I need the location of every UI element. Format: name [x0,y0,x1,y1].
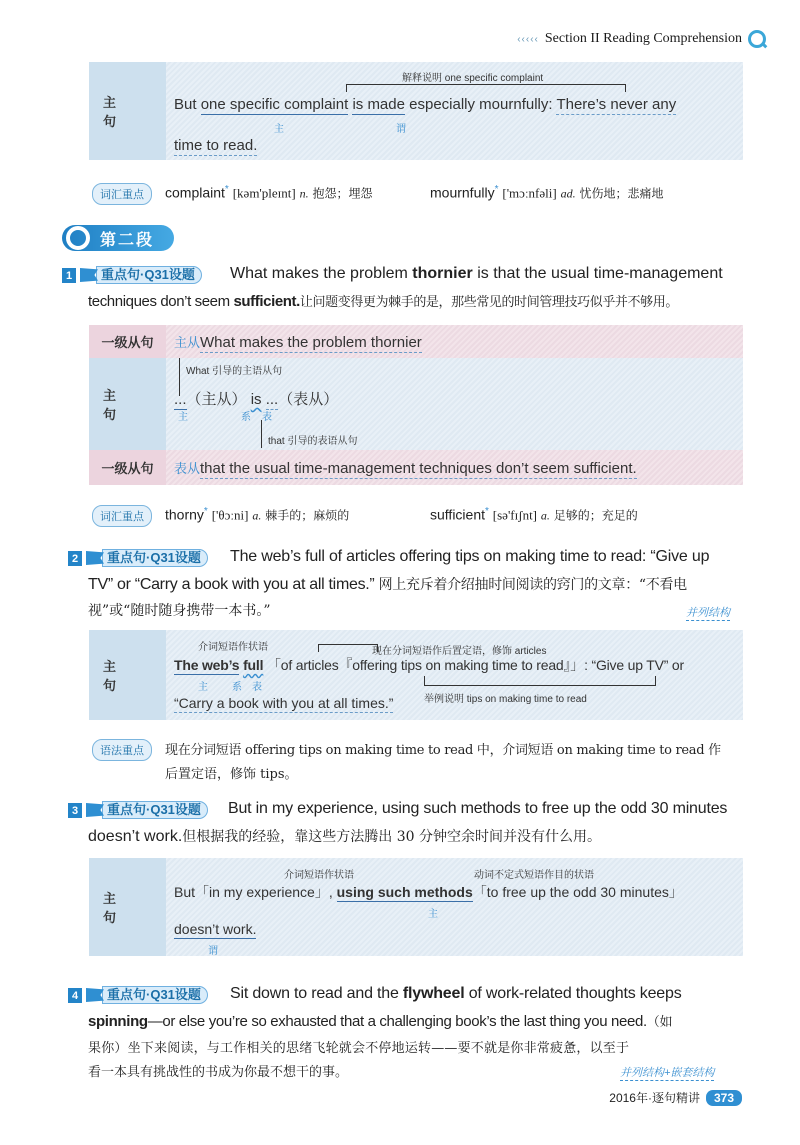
p2-line2: TV” or “Carry a book with you at all times.” 网上充斥着介绍抽时间阅读的窍门的文章：“不看电 [88,576,687,593]
p3-line2: doesn’t work.但根据我的经验，靠这些方法腾出 30 分钟空余时间并没有什么用。 [88,828,601,845]
bracket-line [424,676,656,686]
magnifier-icon [748,30,766,48]
mark-subject: 主 [274,124,284,135]
main-clause-box [89,358,743,450]
mark-subject: 主 [198,682,208,693]
page-footer [609,1089,742,1106]
mark-link: 系 [241,412,251,423]
p4-line2: spinning—or else you’re so exhausted that a challenging book’s the last thing you need.（如 [88,1013,673,1030]
sentence-line2: doesn’t work. [174,921,257,937]
vocab-tag: 词汇重点 [92,183,152,205]
page-header [517,30,766,48]
sentence-line2: time to read. [174,137,258,154]
vocab-entry-thorny: thorny* ['θɔːni] a. 棘手的；麻烦的 [165,506,350,523]
main-structure: ...（主从） is ...（表从） [174,391,339,408]
note-explain: 解释说明 one specific complaint [402,73,544,84]
vocab-tag: 词汇重点 [92,505,152,527]
p4-line3: 果你）坐下来阅读，与工作相关的思绪飞轮就会不停地运转——要不就是你非常疲惫，以至于 [88,1041,630,1056]
p4-line4: 看一本具有挑战性的书成为你最不想干的事。 [88,1065,349,1080]
note-example: 举例说明 tips on making time to read [424,694,587,705]
box-label: 主 句 [89,62,166,160]
sentence-line1: But one specific complaint is made especially mournfully: There’s never any [174,96,677,113]
grammar-line2: 后置定语，修饰 tips。 [165,767,298,782]
footer-text: 2016年·逐句精讲 [609,1091,700,1105]
box-label: 主 句 [89,858,166,956]
note-prep-phrase: 介词短语作状语 [284,870,354,881]
box-label: 一级从句 [89,450,166,485]
clause-box-subject [89,325,743,358]
header-title: Section II Reading Comprehension [544,31,742,46]
bracket-line [318,644,378,652]
sentence-line1: But「in my experience」, using such methods「to free up the odd 30 minutes」 [174,884,683,900]
clause-box-predicative [89,450,743,485]
mark-subject: 主 [178,412,188,423]
note-prep-phrase: 介词短语作状语 [198,642,268,653]
top-analysis-box [89,62,743,160]
sentence-line2: “Carry a book with you at all times.” [174,695,394,711]
key-sentence-tag: 重点句·Q31设题 [86,801,208,819]
p2-line1: The web’s full of articles offering tips on making time to read: “Give up [230,548,710,565]
box-label: 主 句 [89,630,166,720]
section-heading: 第二段 [62,225,174,251]
p4-line1: Sit down to read and the flywheel of work-related thoughts keeps [230,985,682,1002]
box-label: 一级从句 [89,325,166,358]
note-subject-clause: What 引导的主语从句 [186,366,283,377]
grammar-line1: 现在分词短语 offering tips on making time to read 中，介词短语 on making time to read 作 [165,743,721,758]
box-body [166,62,743,160]
mark-predicative: 表 [252,682,262,693]
grammar-tag: 语法重点 [92,739,152,761]
key-sentence-tag: 重点句·Q31设题 [80,266,202,284]
vocab-entry-complaint: complaint* [kəm'pleɪnt] n. 抱怨；埋怨 [165,184,373,201]
header-arrows: ‹‹‹‹‹ [517,33,539,45]
note-infinitive: 动词不定式短语作目的状语 [474,870,594,881]
box-label: 主 句 [89,358,166,450]
p1-line1: What makes the problem thornier is that the usual time-management [230,265,723,282]
key-sentence-tag: 重点句·Q31设题 [86,986,208,1004]
item-number: 2 [68,551,82,566]
mark-predicate: 谓 [208,946,218,957]
mark-predicate: 谓 [396,124,406,135]
p3-analysis-box [89,858,743,956]
bracket-line [346,84,626,92]
page-number: 373 [706,1090,742,1106]
item-number: 4 [68,988,82,1003]
p2-line3: 视”或“随时随身携带一本书。” [88,603,271,619]
vocab-entry-sufficient: sufficient* [sə'fɪʃnt] a. 足够的；充足的 [430,506,638,523]
magnifier-icon [66,226,90,250]
clause-text: 表从that the usual time-management techniques don’t seem sufficient. [174,460,637,477]
mark-link: 系 [232,682,242,693]
structure-label: 并列结构+嵌套结构 [620,1064,714,1081]
mark-subject: 主 [428,909,438,920]
item-number: 1 [62,268,76,283]
note-participle-phrase: 现在分词短语作后置定语，修饰 articles [372,646,547,657]
item-number: 3 [68,803,82,818]
arrow-line [261,420,262,448]
p3-line1: But in my experience, using such methods to free up the odd 30 minutes [228,800,728,817]
mark-predicative: 表 [262,412,272,423]
clause-text: 主从What makes the problem thornier [174,334,422,351]
structure-label: 并列结构 [686,604,730,621]
p2-analysis-box [89,630,743,720]
sentence-line1: The web’s full 「of articles『offering tips on making time to read』」: “Give up TV” or [174,657,684,673]
vocab-entry-mournfully: mournfully* ['mɔːnfəli] ad. 忧伤地；悲痛地 [430,184,664,201]
key-sentence-tag: 重点句·Q31设题 [86,549,208,567]
note-predicative-clause: that 引导的表语从句 [268,436,358,447]
p1-line2: techniques don’t seem sufficient.让问题变得更为棘手的是，那些常见的时间管理技巧似乎并不够用。 [88,293,678,310]
